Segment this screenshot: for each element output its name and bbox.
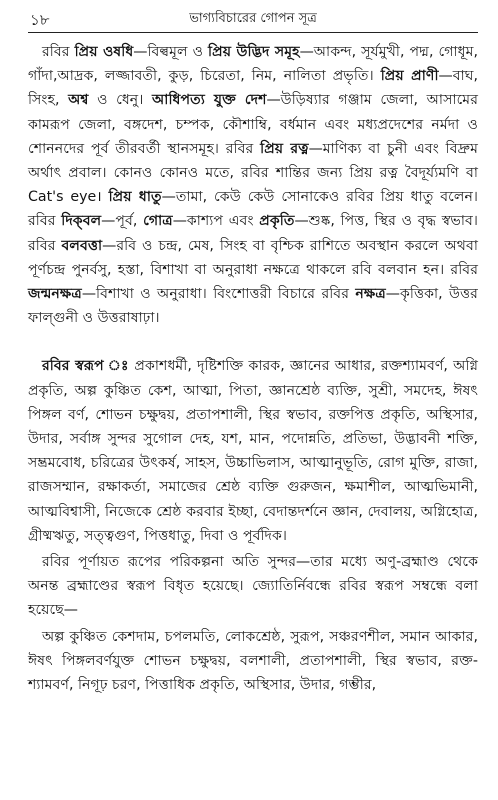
text-run: —বাঘ, সিংহ,: [28, 68, 478, 109]
section-heading: রবির স্বরূপ ঃ: [42, 358, 130, 375]
text-run: —বিশাখা ও অনুরাধা। বিংশোত্তরী বিচারে রবির: [81, 286, 356, 303]
bold-term: জন্মনক্ষত্র: [28, 286, 82, 303]
text-run: —শুষ্ক, পিত্ত, স্থির ও বৃদ্ধ স্বভাব। রবির: [28, 213, 478, 254]
text-run: ও ধেনু।: [88, 92, 152, 109]
bold-term: প্রকৃতি: [259, 213, 295, 230]
paragraph-sun-form: রবির পূর্ণায়ত রূপের পরিকল্পনা অতি সুন্দর—তার মধ্যে অণু-ব্রহ্মাণ্ড থেকে অনন্ত ব্রহ্মাণ্ডের স্বরূপ বিধৃত হয়েছে। জ্যোতির্নিবন্ধে রবির স্বরূপ সম্বন্ধে বলা হয়েছে—: [28, 554, 478, 619]
text-run: —কাশ্যপ এবং: [172, 213, 260, 230]
text-run: —কৃত্তিকা, উত্তর ফাল্গুনী ও উত্তরাষাঢ়া।: [28, 286, 478, 327]
paragraph-sun-nature: [28, 354, 478, 548]
bold-term: নক্ষত্র: [355, 286, 386, 303]
page-header: [30, 6, 476, 32]
page-number: ১৮: [30, 11, 50, 29]
paragraph-sun-attributes: [28, 40, 478, 330]
bold-term: দিক্‌বল: [61, 213, 102, 230]
text-run: —উড়িষ্যার গঞ্জাম জেলা, আসামের কামরূপ জেলা, বঙ্গদেশ, চম্পক, কৌশাম্বি, বর্ধমান এবং মধ্যপ্রদেশের নর্মদা ও শোননদের পূর্ব তীরবর্তী স্থানসমূহ। রবির: [28, 92, 478, 157]
page-body: [28, 40, 478, 697]
text-run: —তামা, কেউ কেউ সোনাকেও রবির প্রিয় ধাতু বলেন। রবির: [28, 189, 478, 230]
text-run: —রবি ও চন্দ্র, মেষ, সিংহ বা বৃশ্চিক রাশিতে অবস্থান করলে অথবা পূর্ণচন্দ্র পুনর্বসু, হস্তা, বিশাখা বা অনুরাধা নক্ষত্রে থাকলে রবি বলবান হন। রবির: [28, 237, 478, 278]
bold-term: বলবত্তা: [61, 237, 103, 254]
bold-term: প্রিয় ওষধি: [74, 44, 134, 60]
bold-term: প্রিয় ধাতু: [108, 189, 162, 206]
text-run: —মাণিক্য বা চুনী এবং বিদ্রুম অর্থাৎ প্রবাল। কোনও কোনও মতে, রবির শান্তির জন্য প্রিয় রত্ন বৈদূর্য্যমণি বা Cat's eye।: [28, 140, 478, 206]
bold-term: প্রিয় রত্ন: [260, 140, 309, 157]
text-run: প্রকাশধর্মী, দৃষ্টিশক্তি কারক, জ্ঞানের আধার, রক্তশ্যামবর্ণ, অগ্নি প্রকৃতি, অল্প কুঞ্চিত কেশ, আত্মা, পিতা, জ্ঞানশ্রেষ্ঠ ব্যক্তি, সুশ্রী, সমদেহ, ঈষৎ পিঙ্গল বর্ণ, শোভন চক্ষুদ্বয়, প্রতাপশালী, স্থির স্বভাব, রক্তপিত্ত প্রকৃতি, অস্থিসার, উদার, সর্বাঙ্গ সুন্দর সুগোল দেহ, যশ, মান, পদোন্নতি, প্রতিভা, উদ্ভাবনী শক্তি, সম্ভ্রমবোধ, চরিত্রের উৎকর্ষ, সাহস, উচ্চাভিলাস, আত্মানুভূতি, রোগ মুক্তি, রাজা, রাজসম্মান, রক্ষাকর্তা, সমাজের শ্রেষ্ঠ ব্যক্তি গুরুজন, ক্ষমাশীল, আত্মভিমানী, আত্মবিশ্বাসী, নিজেকে শ্রেষ্ঠ করবার ইচ্ছা, বেদান্তদর্শনে জ্ঞান, দেবালয়, অগ্নিহোত্র, গ্রীষ্মঋতু, সত্ত্বগুণ, পিত্তধাতু, দিবা ও পূর্বদিক।: [28, 358, 478, 544]
text-run: রবির: [42, 44, 75, 60]
header-rule: [28, 32, 478, 33]
text-run: —বিল্বমূল ও: [133, 44, 209, 60]
bold-term: গোত্র: [143, 213, 173, 230]
text-run: —পূর্ব,: [101, 213, 144, 230]
bold-term: আধিপত্য যুক্ত দেশ: [151, 92, 267, 109]
running-title: ভাগ্যবিচারের গোপন সূত্র: [189, 11, 317, 26]
bold-term: অশ্ব: [68, 92, 89, 109]
text-run: —আকন্দ, সূর্যমুখী, পদ্ম, গোধূম, গাঁদা,আদ্রক, লজ্জাবতী, কুড়, চিরেতা, নিম, নালিতা প্রভৃতি।: [28, 44, 478, 85]
paragraph-spacer: [28, 330, 478, 354]
bold-term: প্রিয় প্রাণী: [380, 68, 439, 85]
paragraph-quoted-description: অল্প কুঞ্চিত কেশদাম, চপলমতি, লোকশ্রেষ্ঠ, সুরূপ, সঞ্চরণশীল, সমান আকার, ঈষৎ পিঙ্গলবর্ণযুক্ত শোভন চক্ষুদ্বয়, বলশালী, প্রতাপশালী, স্থির স্বভাব, রক্ত-শ্যামবর্ণ, নিগূঢ় চরণ, পিত্তাধিক প্রকৃতি, অস্থিসার, উদার, গম্ভীর,: [28, 628, 478, 694]
bold-term: প্রিয় উদ্ভিদ সমূহ: [208, 44, 300, 60]
